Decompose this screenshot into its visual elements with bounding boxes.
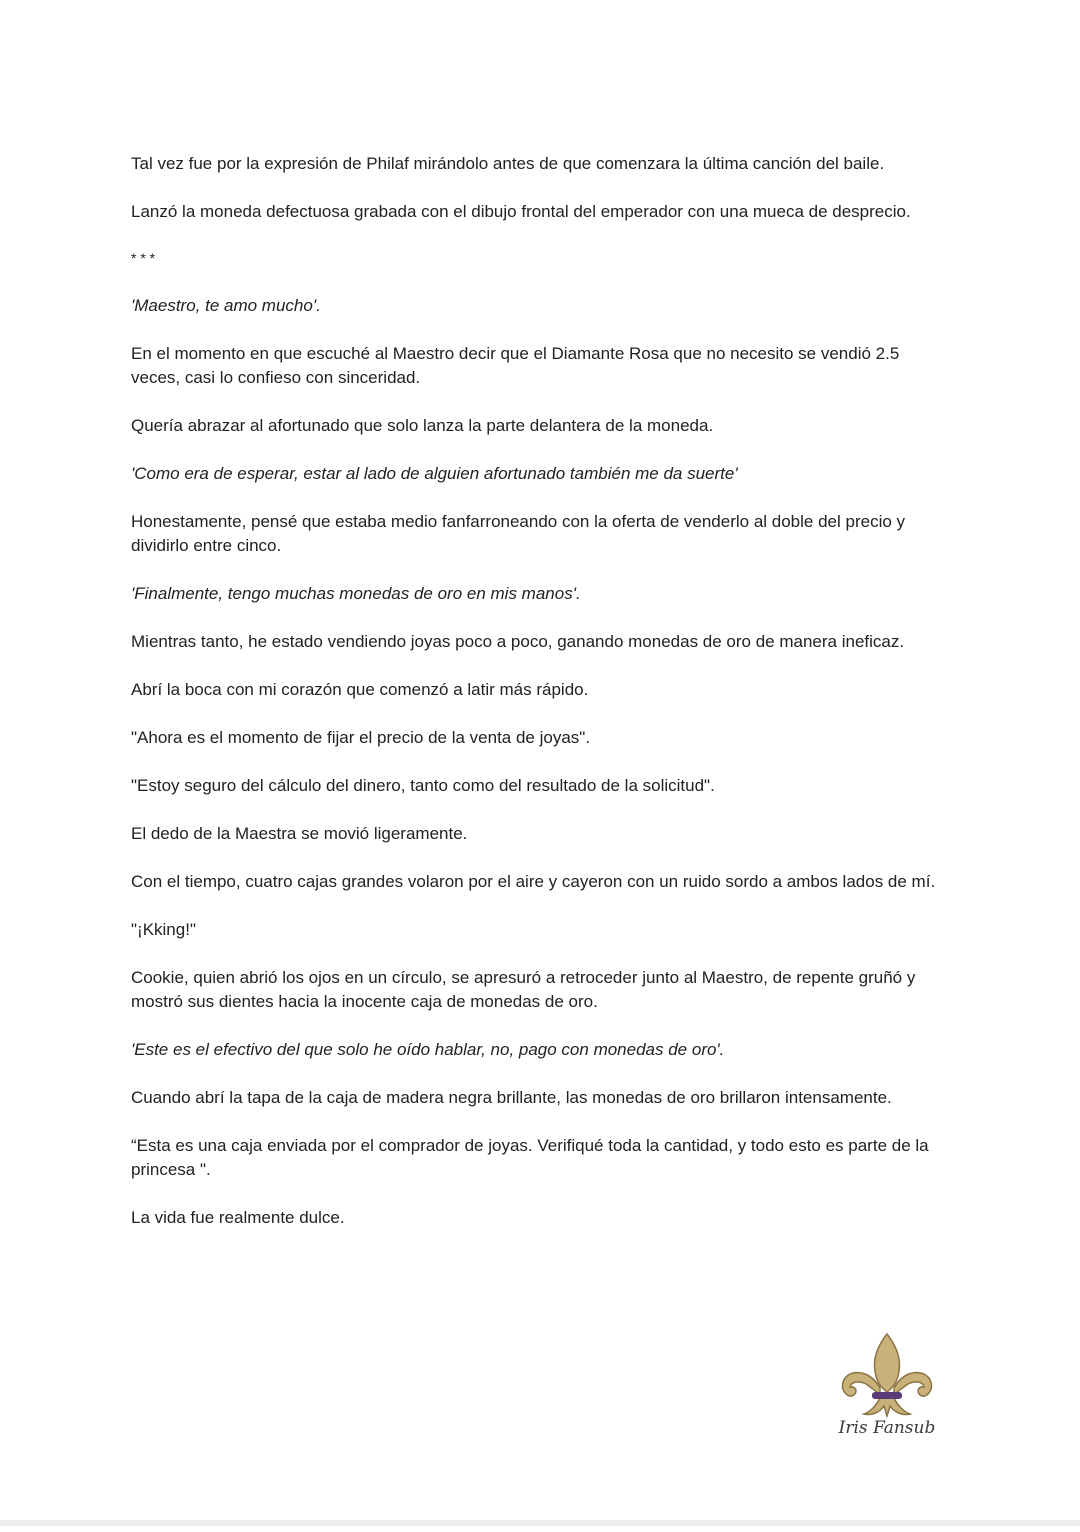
paragraph: Abrí la boca con mi corazón que comenzó a latir más rápido. (131, 680, 589, 699)
paragraph: La vida fue realmente dulce. (131, 1208, 345, 1227)
paragraph: Tal vez fue por la expresión de Philaf mirándolo antes de que comenzara la última canción del baile. (131, 154, 885, 173)
paragraph: Lanzó la moneda defectuosa grabada con el dibujo frontal del emperador con una mueca de desprecio. (131, 202, 911, 221)
paragraph: El dedo de la Maestra se movió ligeramente. (131, 824, 468, 843)
page-bottom-edge (0, 1520, 1080, 1526)
paragraph: 'Maestro, te amo mucho'. (131, 296, 321, 315)
paragraph: Quería abrazar al afortunado que solo lanza la parte delantera de la moneda. (131, 416, 714, 435)
fleur-de-lis-icon (832, 1330, 942, 1420)
document-body (131, 152, 951, 1254)
section-separator: * * * (131, 250, 156, 266)
paragraph: 'Como era de esperar, estar al lado de alguien afortunado también me da suerte' (131, 464, 738, 483)
logo-text: Iris Fansub (838, 1418, 936, 1438)
iris-fansub-logo (832, 1330, 942, 1445)
paragraph: Cookie, quien abrió los ojos en un círculo, se apresuró a retroceder junto al Maestro, de repente gruñó y mostró sus dientes hacia la inocente caja de monedas de oro. (131, 968, 921, 1011)
paragraph: En el momento en que escuché al Maestro decir que el Diamante Rosa que no necesito se vendió 2.5 veces, casi lo confieso con sinceridad. (131, 344, 905, 387)
paragraph: Mientras tanto, he estado vendiendo joyas poco a poco, ganando monedas de oro de manera ineficaz. (131, 632, 905, 651)
paragraph: "Ahora es el momento de fijar el precio de la venta de joyas". (131, 728, 591, 747)
paragraph: Con el tiempo, cuatro cajas grandes volaron por el aire y cayeron con un ruido sordo a ambos lados de mí. (131, 872, 936, 891)
paragraph: 'Finalmente, tengo muchas monedas de oro en mis manos'. (131, 584, 581, 603)
paragraph: “Esta es una caja enviada por el comprador de joyas. Verifiqué toda la cantidad, y todo esto es parte de la princesa ". (131, 1136, 934, 1179)
paragraph: "¡Kking!" (131, 920, 196, 939)
paragraph: "Estoy seguro del cálculo del dinero, tanto como del resultado de la solicitud". (131, 776, 715, 795)
paragraph: 'Este es el efectivo del que solo he oído hablar, no, pago con monedas de oro'. (131, 1040, 725, 1059)
paragraph: Cuando abrí la tapa de la caja de madera negra brillante, las monedas de oro brillaron intensamente. (131, 1088, 892, 1107)
paragraph: Honestamente, pensé que estaba medio fanfarroneando con la oferta de venderlo al doble del precio y dividirlo entre cinco. (131, 512, 910, 555)
